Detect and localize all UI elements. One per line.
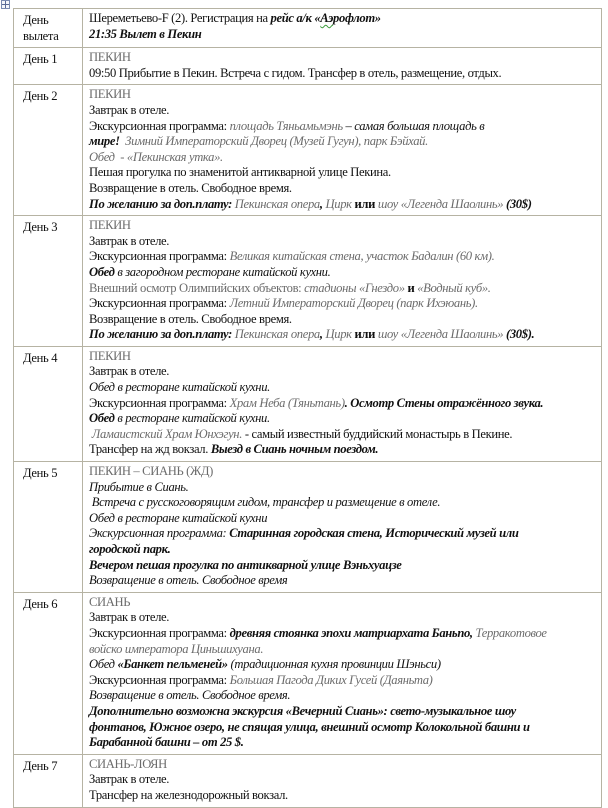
- schedule-line: [89, 380, 596, 396]
- city-heading: СИАНЬ-ЛОЯН: [89, 756, 167, 771]
- schedule-line: [89, 396, 596, 412]
- schedule-line: [89, 312, 596, 328]
- itinerary-row: [14, 754, 602, 807]
- text-run: Большая Пагода Диких Гусей (Даяньта): [229, 672, 433, 687]
- text-run: шоу «Легенда Шаолинь»: [377, 196, 504, 211]
- day-description[interactable]: [83, 462, 602, 593]
- text-run: Обед: [89, 411, 115, 426]
- schedule-line: [89, 495, 596, 511]
- schedule-line: [89, 788, 596, 804]
- schedule-line: [89, 296, 596, 312]
- text-run: Обед в ресторане китайской кухни.: [89, 380, 270, 395]
- city-heading: ПЕКИН – СИАНЬ (ЖД): [89, 464, 213, 479]
- itinerary-row: [14, 592, 602, 754]
- day-label[interactable]: День 6: [14, 592, 83, 754]
- schedule-line: [89, 511, 596, 527]
- text-run: – самая большая площадь в: [342, 118, 485, 133]
- schedule-line: [89, 626, 596, 642]
- text-run: Цирк: [325, 327, 352, 342]
- text-run: (30$): [503, 196, 532, 211]
- text-run: древняя стоянка эпохи матриархата Баньпо,: [229, 625, 476, 640]
- itinerary-table: [13, 8, 602, 808]
- text-run: Ламаистский Храм Юнхэгун.: [89, 426, 243, 441]
- schedule-line: [89, 673, 596, 689]
- text-run: Пекинская опера: [234, 327, 320, 342]
- text-run: «Легенда Шаолинь»: [397, 327, 504, 342]
- city-heading: ПЕКИН: [89, 218, 131, 233]
- text-run: Завтрак в отеле.: [89, 233, 170, 248]
- text-run: Завтрак в отеле.: [89, 610, 170, 625]
- text-run: городской парк.: [89, 542, 171, 556]
- text-run: рейс а/к «: [270, 11, 321, 25]
- text-run: Встреча с русскоговорящим гидом, трансфер и размещение в отеле.: [89, 495, 441, 510]
- text-run: Трансфер на жд вокзал.: [89, 442, 211, 457]
- schedule-line: [89, 442, 596, 458]
- day-label[interactable]: День вылета: [14, 9, 83, 48]
- text-run: войско императора Циньшихуана.: [89, 641, 264, 656]
- day-description[interactable]: [83, 216, 602, 347]
- schedule-line: [89, 181, 596, 197]
- itinerary-row: [14, 9, 602, 48]
- text-run: Шереметьево-F (2). Регистрация на: [89, 11, 271, 25]
- move-table-icon[interactable]: [1, 0, 10, 9]
- itinerary-row: [14, 462, 602, 593]
- text-run: 09:50 Прибытие в Пекин. Встреча с гидом. Трансфер в отель, размещение, отдых.: [89, 65, 502, 80]
- text-run: Экскурсионная программа:: [89, 249, 230, 264]
- day-description[interactable]: [83, 346, 602, 461]
- text-run: или: [351, 196, 378, 211]
- schedule-line: [89, 327, 596, 343]
- schedule-line: [89, 150, 596, 166]
- text-run: По желанию за доп.плату:: [89, 327, 235, 342]
- text-run: Возвращение в отель. Свободное время.: [89, 180, 292, 195]
- text-run: Трансфер на железнодорожный вокзал.: [89, 787, 288, 802]
- text-run: Экскурсионная программа:: [89, 296, 230, 311]
- schedule-line: [89, 558, 596, 574]
- text-run: Терракотовое: [475, 625, 547, 640]
- text-run: Экскурсионная программа:: [89, 672, 230, 687]
- schedule-line: [89, 165, 596, 181]
- schedule-line: [89, 720, 596, 736]
- schedule-line: [89, 411, 596, 427]
- schedule-line: [89, 526, 596, 542]
- text-run: Аэ: [320, 11, 334, 25]
- day-description[interactable]: [83, 754, 602, 807]
- schedule-line: [89, 704, 596, 720]
- day-label[interactable]: День 2: [14, 85, 83, 216]
- text-run: или: [351, 327, 378, 342]
- text-run: Старинная городская стена, Исторический музей или: [229, 526, 519, 541]
- text-run: Вечером пешая прогулка по антикварной улице Вэньхуацзе: [89, 557, 402, 572]
- schedule-line: [89, 249, 596, 265]
- text-run: - самый известный буддийский монастырь в Пекине.: [242, 426, 513, 441]
- text-run: Завтрак в отеле.: [89, 102, 170, 117]
- text-run: Экскурсионная программа:: [89, 625, 230, 640]
- text-run: Дополнительно возможна экскурсия «Вечерний Сиань»: свето-музыкальное шоу: [89, 703, 516, 718]
- schedule-line: [89, 134, 596, 150]
- day-label[interactable]: День 7: [14, 754, 83, 807]
- schedule-line: [89, 688, 596, 704]
- schedule-line: [89, 103, 596, 119]
- text-run: стадионы «Гнездо»: [304, 280, 405, 295]
- schedule-line: [89, 11, 596, 27]
- text-run: Возвращение в отель. Свободное время.: [89, 688, 291, 703]
- text-run: Обед: [89, 264, 115, 279]
- day-description[interactable]: [83, 85, 602, 216]
- text-run: (традиционная кухня провинции Шэньси): [227, 657, 441, 672]
- text-run: Экскурсионная программа:: [89, 395, 230, 410]
- schedule-line: [89, 27, 596, 43]
- text-run: ,: [319, 196, 326, 211]
- text-run: площадь Тяньамьмэнь: [229, 118, 343, 133]
- schedule-line: [89, 197, 596, 213]
- text-run: в ресторане китайской кухни.: [114, 411, 270, 426]
- text-run: шоу: [377, 327, 398, 342]
- text-run: Цирк: [325, 196, 352, 211]
- text-run: Завтрак в отеле.: [89, 772, 170, 787]
- day-label[interactable]: День 1: [14, 48, 83, 85]
- itinerary-row: [14, 48, 602, 85]
- text-run: Летний Императорский Дворец (парк Ихэюань).: [229, 296, 478, 311]
- text-run: Зимний Императорский Дворец (Музей Гугун), парк Бэйхай.: [119, 134, 428, 149]
- day-description[interactable]: [83, 48, 602, 85]
- text-run: Великая китайская стена, участок Бадалин (60 км).: [229, 249, 495, 264]
- itinerary-row: [14, 216, 602, 347]
- text-run: Пешая прогулка по знаменитой антикварной улице Пекина.: [89, 165, 391, 180]
- schedule-line: [89, 66, 596, 82]
- schedule-line: [89, 772, 596, 788]
- text-run: Обед: [89, 657, 118, 672]
- text-run: (30$).: [503, 327, 535, 342]
- text-run: . Осмотр Стены отражённого звука.: [344, 395, 544, 410]
- text-run: Возвращение в отель. Свободное время.: [89, 311, 292, 326]
- itinerary-row: [14, 85, 602, 216]
- text-run: Экскурсионная программа:: [89, 526, 230, 541]
- schedule-line: [89, 657, 596, 673]
- text-run: рофлот»: [333, 11, 381, 25]
- text-run: фонтанов, Южное озеро, не спящая улица, внешний осмотр Колокольной башни и: [89, 719, 530, 734]
- text-run: и: [404, 280, 418, 295]
- text-run: «Банкет пельменей»: [117, 657, 228, 672]
- text-run: «Водный куб».: [417, 280, 491, 295]
- schedule-line: [89, 610, 596, 626]
- text-run: Пекинская опера: [234, 196, 320, 211]
- schedule-line: [89, 281, 596, 297]
- itinerary-row: [14, 346, 602, 461]
- text-run: Прибытие в Сиань.: [89, 479, 189, 494]
- schedule-line: [89, 119, 596, 135]
- text-run: Храм Неба (Тяньтань): [229, 395, 345, 410]
- text-run: По желанию за доп.плату:: [89, 196, 235, 211]
- text-run: Возвращение в отель. Свободное время: [89, 573, 288, 588]
- text-run: ,: [319, 327, 326, 342]
- day-label[interactable]: День 5: [14, 462, 83, 593]
- city-heading: ПЕКИН: [89, 50, 131, 65]
- day-label[interactable]: День 3: [14, 216, 83, 347]
- day-description[interactable]: [83, 592, 602, 754]
- schedule-line: [89, 265, 596, 281]
- schedule-line: [89, 735, 596, 751]
- schedule-line: [89, 542, 596, 558]
- text-run: Обед в ресторане китайской кухни: [89, 510, 268, 525]
- city-heading: ПЕКИН: [89, 348, 131, 363]
- text-run: Выезд в Сиань ночным поездом.: [210, 442, 379, 457]
- text-run: Завтрак в отеле.: [89, 364, 170, 379]
- text-run: Обед - «Пекинская утка».: [89, 149, 223, 164]
- schedule-line: [89, 427, 596, 443]
- schedule-line: [89, 480, 596, 496]
- day-description[interactable]: [83, 9, 602, 48]
- schedule-line: [89, 234, 596, 250]
- text-run: Экскурсионная программа:: [89, 118, 230, 133]
- day-label[interactable]: День 4: [14, 346, 83, 461]
- city-heading: СИАНЬ: [89, 594, 131, 609]
- text-run: Барабанной башни – от 25 $.: [89, 735, 244, 750]
- text-run: 21:35 Вылет в Пекин: [89, 26, 202, 41]
- schedule-line: [89, 642, 596, 658]
- text-run: мире!: [89, 134, 120, 149]
- schedule-line: [89, 573, 596, 589]
- text-run: Внешний осмотр Олимпийских объектов:: [89, 280, 305, 295]
- schedule-line: [89, 364, 596, 380]
- text-run: в загородном ресторане китайской кухни.: [114, 264, 331, 279]
- city-heading: ПЕКИН: [89, 87, 131, 102]
